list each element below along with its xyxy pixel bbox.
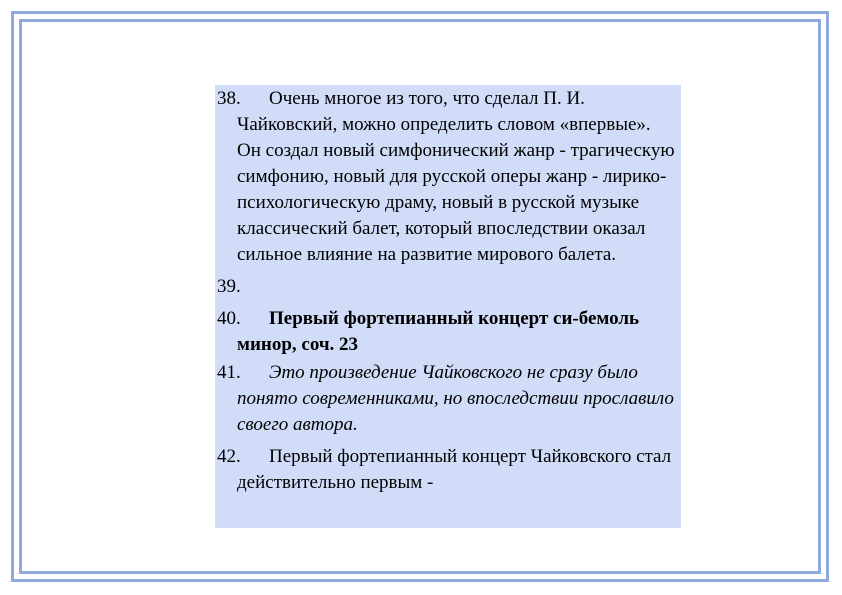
list-item-39 [215, 274, 679, 300]
numbered-text-box [215, 85, 681, 528]
list-item-text: Очень многое из того, что сделал П. И. Чайковский, можно определить словом «впервые». Он создал новый симфонический жанр - трагическую симфонию, новый для русской оперы жанр - лирико-психологическую драму, новый в русской музыке классический балет, который впоследствии оказал сильное влияние на развитие мирового балета. [237, 88, 675, 265]
list-item-42 [215, 444, 679, 496]
list-item-number: 41. [217, 362, 241, 383]
list-item-text: Первый фортепианный концерт си-бемоль минор, соч. 23 [237, 308, 640, 355]
list-item-number: 42. [217, 446, 241, 467]
list-item-38 [215, 86, 679, 268]
list-item-number: 38. [217, 88, 241, 109]
list-item-40 [215, 306, 679, 358]
list-item-text: Первый фортепианный концерт Чайковского стал действительно первым - [237, 446, 672, 493]
list-item-number: 40. [217, 308, 241, 329]
list-item-number: 39. [217, 276, 241, 297]
list-item-41 [215, 360, 679, 438]
list-item-text: Это произведение Чайковского не сразу было понято современниками, но впоследствии прославило своего автора. [237, 362, 674, 435]
